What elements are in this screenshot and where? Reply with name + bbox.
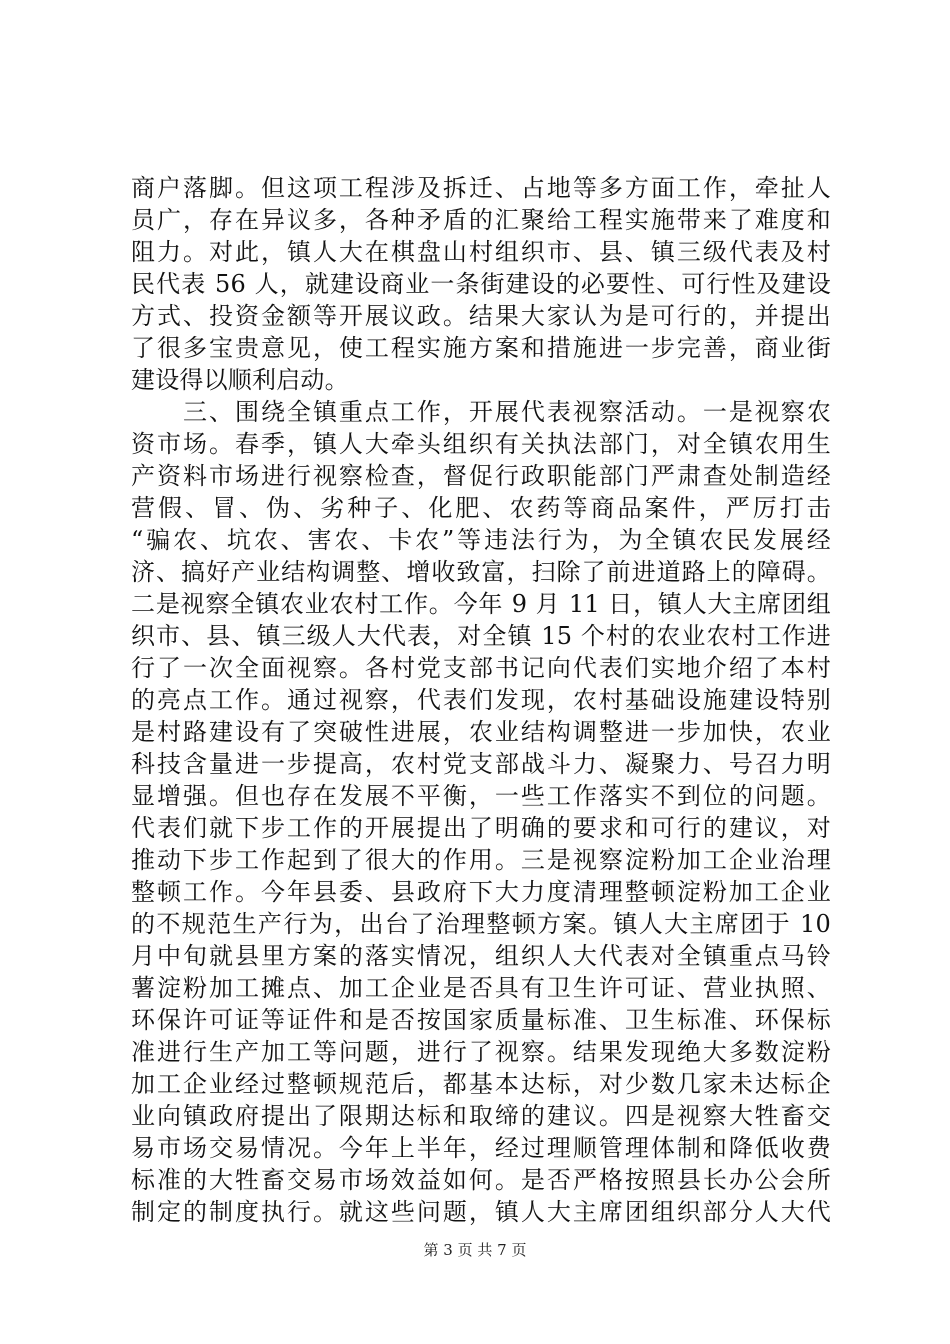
text-line: 代表们就下步工作的开展提出了明确的要求和可行的建议，对 bbox=[131, 814, 831, 842]
text-line: 方式、投资金额等开展议政。结果大家认为是可行的，并提出 bbox=[131, 302, 831, 330]
text-line: 月中旬就县里方案的落实情况，组织人大代表对全镇重点马铃 bbox=[131, 942, 831, 970]
text-line: 业向镇政府提出了限期达标和取缔的建议。四是视察大牲畜交 bbox=[131, 1102, 831, 1130]
text-line: 易市场交易情况。今年上半年，经过理顺管理体制和降低收费 bbox=[131, 1134, 831, 1162]
body-text bbox=[131, 172, 831, 1228]
text-line: 环保许可证等证件和是否按国家质量标准、卫生标准、环保标 bbox=[131, 1006, 831, 1034]
text-line: 建设得以顺利启动。 bbox=[131, 366, 349, 394]
text-line: 商户落脚。但这项工程涉及拆迁、占地等多方面工作，牵扯人 bbox=[131, 174, 831, 202]
text-line: 行了一次全面视察。各村党支部书记向代表们实地介绍了本村 bbox=[131, 654, 831, 682]
text-line: 制定的制度执行。就这些问题，镇人大主席团组织部分人大代 bbox=[131, 1198, 831, 1226]
text-line: 是村路建设有了突破性进展，农业结构调整进一步加快，农业 bbox=[131, 718, 831, 746]
text-line: 的亮点工作。通过视察，代表们发现，农村基础设施建设特别 bbox=[131, 686, 831, 714]
text-line: 营假、冒、伪、劣种子、化肥、农药等商品案件，严厉打击 bbox=[131, 494, 831, 522]
text-line: 资市场。春季，镇人大牵头组织有关执法部门，对全镇农用生 bbox=[131, 430, 831, 458]
text-line: 了很多宝贵意见，使工程实施方案和措施进一步完善，商业街 bbox=[131, 334, 831, 362]
text-line: 薯淀粉加工摊点、加工企业是否具有卫生许可证、营业执照、 bbox=[131, 974, 831, 1002]
text-line: 标准的大牲畜交易市场效益如何。是否严格按照县长办公会所 bbox=[131, 1166, 831, 1194]
text-line: 准进行生产加工等问题，进行了视察。结果发现绝大多数淀粉 bbox=[131, 1038, 831, 1066]
text-line: 显增强。但也存在发展不平衡，一些工作落实不到位的问题。 bbox=[131, 782, 831, 810]
page-number-footer: 第 3 页 共 7 页 bbox=[423, 1241, 527, 1259]
text-line: 三、围绕全镇重点工作，开展代表视察活动。一是视察农 bbox=[131, 398, 831, 426]
text-line: 员广，存在异议多，各种矛盾的汇聚给工程实施带来了难度和 bbox=[131, 206, 831, 234]
text-line: 的不规范生产行为，出台了治理整顿方案。镇人大主席团于 10 bbox=[131, 910, 831, 938]
text-line: 济、搞好产业结构调整、增收致富，扫除了前进道路上的障碍。 bbox=[131, 558, 831, 586]
text-line: 整顿工作。今年县委、县政府下大力度清理整顿淀粉加工企业 bbox=[131, 878, 831, 906]
text-line: 推动下步工作起到了很大的作用。三是视察淀粉加工企业治理 bbox=[131, 846, 831, 874]
text-line: 织市、县、镇三级人大代表，对全镇 15 个村的农业农村工作进 bbox=[131, 622, 831, 650]
text-line: 科技含量进一步提高，农村党支部战斗力、凝聚力、号召力明 bbox=[131, 750, 831, 778]
text-line: 阻力。对此，镇人大在棋盘山村组织市、县、镇三级代表及村 bbox=[131, 238, 831, 266]
text-line: 二是视察全镇农业农村工作。今年 9 月 11 日，镇人大主席团组 bbox=[131, 590, 831, 618]
text-line: “骗农、坑农、害农、卡农”等违法行为，为全镇农民发展经 bbox=[131, 526, 831, 554]
text-line: 加工企业经过整顿规范后，都基本达标，对少数几家未达标企 bbox=[131, 1070, 831, 1098]
text-line: 产资料市场进行视察检查，督促行政职能部门严肃查处制造经 bbox=[131, 462, 831, 490]
text-line: 民代表 56 人，就建设商业一条街建设的必要性、可行性及建设 bbox=[131, 270, 831, 298]
